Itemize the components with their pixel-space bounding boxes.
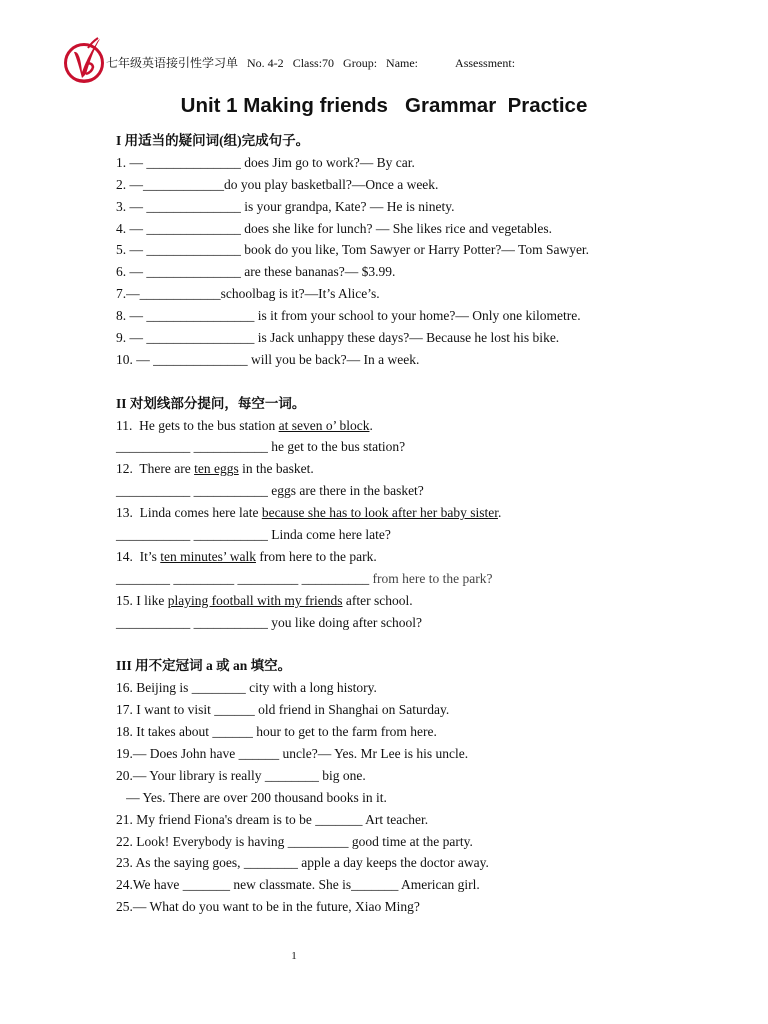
class-label: Class:70	[292, 56, 335, 70]
question-18: 18. It takes about ______ hour to get to the farm from here.	[116, 724, 437, 740]
question-11-text: 11. He gets to the bus station	[116, 417, 279, 433]
question-3: 3. — ______________ is your grandpa, Kate? — He is ninety.	[116, 198, 455, 214]
question-19: 19.— Does John have ______ uncle?— Yes. Mr Lee is his uncle.	[116, 745, 469, 761]
question-12	[116, 458, 736, 480]
question-23: 23. As the saying goes, ________ apple a day keeps the doctor away.	[116, 855, 489, 871]
question-10: 10. — ______________ will you be back?— In a week.	[116, 351, 420, 367]
answer-line-14	[116, 568, 736, 590]
question-14-underlined: ten minutes’ walk	[160, 548, 256, 564]
question-21: 21. My friend Fiona's dream is to be _______ Art teacher.	[116, 811, 429, 827]
question-6: 6. — ______________ are these bananas?— $3.99.	[116, 264, 396, 280]
worksheet-body	[116, 130, 736, 918]
answer-line-15: ___________ ___________ you like doing after school?	[116, 614, 422, 630]
assessment-label: Assessment:	[455, 56, 516, 70]
question-17: 17. I want to visit ______ old friend in Shanghai on Saturday.	[116, 702, 450, 718]
section-1-title: I 用适当的疑问词(组)完成句子。	[116, 133, 310, 148]
answer-line-13: ___________ ___________ Linda come here late?	[116, 527, 391, 543]
question-2: 2. —____________do you play basketball?—Once a week.	[116, 176, 439, 192]
question-20-reply: — Yes. There are over 200 thousand books in it.	[116, 789, 387, 805]
question-11-underlined: at seven o’ block	[278, 417, 370, 433]
question-15-text: 15. I like	[116, 592, 168, 608]
question-13	[116, 502, 736, 524]
question-12-underlined: ten eggs	[194, 461, 239, 477]
answer-line-12: ___________ ___________ eggs are there in the basket?	[116, 483, 424, 499]
header-info	[106, 54, 524, 71]
question-22: 22. Look! Everybody is having _________ good time at the party.	[116, 833, 473, 849]
question-7: 7.—____________schoolbag is it?—It’s Alice’s.	[116, 286, 380, 302]
question-20: 20.— Your library is really ________ big one.	[116, 767, 366, 783]
question-9: 9. — ________________ is Jack unhappy these days?— Because he lost his bike.	[116, 330, 560, 346]
section-spacer	[116, 371, 736, 393]
name-label: Name:	[386, 56, 419, 70]
question-8: 8. — ________________ is it from your school to your home?— Only one kilometre.	[116, 308, 581, 324]
question-13-text: 13. Linda comes here late	[116, 505, 262, 521]
question-12-end: in the basket.	[238, 461, 314, 477]
section-2-title: II 对划线部分提问，每空一词。	[116, 395, 306, 411]
sheet-number: No. 4-2	[247, 56, 284, 70]
page-number: 1	[291, 950, 297, 962]
question-15-end: after school.	[342, 592, 413, 608]
question-1: 1. — ______________ does Jim go to work?— By car.	[116, 154, 415, 170]
question-24: 24.We have _______ new classmate. She is_______ American girl.	[116, 877, 480, 893]
question-11-end: .	[369, 417, 373, 433]
school-name: 七年级英语接引性学习单	[106, 56, 239, 70]
page-header	[62, 36, 742, 86]
question-14-text: 14. It’s	[116, 548, 161, 564]
section-3-title: III 用不定冠词 a 或 an 填空。	[116, 658, 292, 674]
question-11	[116, 415, 736, 437]
question-16: 16. Beijing is ________ city with a long history.	[116, 680, 377, 696]
school-logo-icon	[62, 36, 108, 86]
answer-14-rest: from here to the park?	[372, 570, 493, 586]
question-15-underlined: playing football with my friends	[167, 592, 343, 608]
question-15	[116, 590, 736, 612]
question-5: 5. — ______________ book do you like, Tom Sawyer or Harry Potter?— Tom Sawyer.	[116, 242, 590, 258]
question-13-underlined: because she has to look after her baby sister	[261, 505, 498, 521]
section-spacer	[116, 633, 736, 655]
answer-line-11: ___________ ___________ he get to the bus station?	[116, 439, 406, 455]
answer-14-blanks: ________ _________ _________ __________	[116, 570, 373, 586]
question-25: 25.— What do you want to be in the future, Xiao Ming?	[116, 899, 420, 915]
question-4: 4. — ______________ does she like for lunch? — She likes rice and vegetables.	[116, 220, 553, 236]
question-12-text: 12. There are	[116, 461, 195, 477]
question-13-end: .	[498, 505, 502, 521]
group-label: Group:	[343, 56, 378, 70]
page-title: Unit 1 Making friends Grammar Practice	[180, 94, 588, 117]
question-14-end: from here to the park.	[256, 548, 377, 564]
question-14	[116, 546, 736, 568]
